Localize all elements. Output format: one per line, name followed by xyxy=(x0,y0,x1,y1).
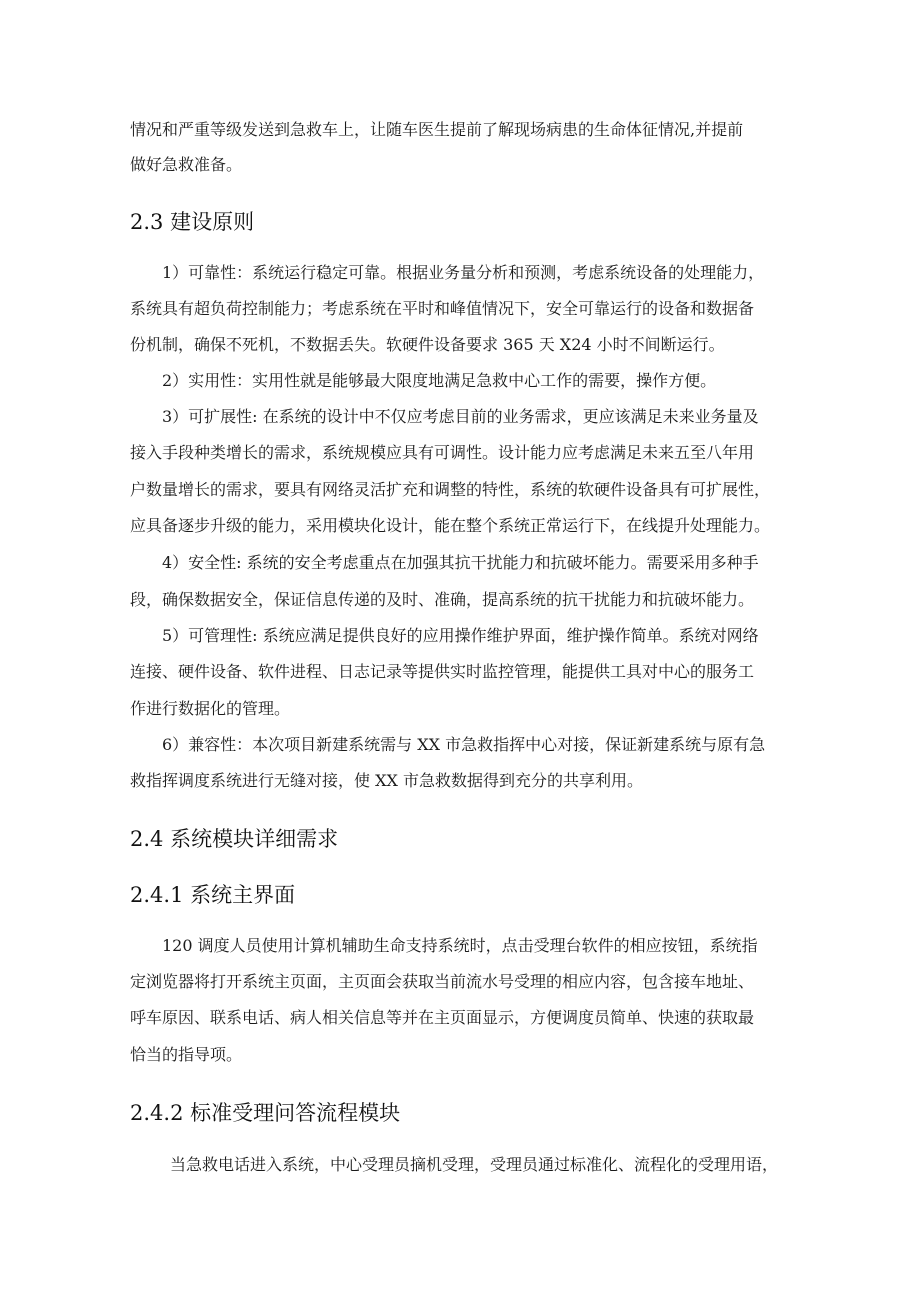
main-interface-line-2: 定浏览器将打开系统主页面，主页面会获取当前流水号受理的相应内容，包含接车地址、 xyxy=(130,972,755,991)
main-interface-line-1: 120 调度人员使用计算机辅助生命支持系统时，点击受理台软件的相应按钮，系统指 xyxy=(162,936,758,955)
qa-flow-line-1: 当急救电话进入系统，中心受理员摘机受理，受理员通过标准化、流程化的受理用语， xyxy=(170,1155,779,1174)
heading-2-4-1: 2.4.1 系统主界面 xyxy=(130,883,296,907)
principle-3-line-1: 3）可扩展性: 在系统的设计中不仅应考虑目前的业务需求，更应该满足未来业务量及 xyxy=(162,407,759,426)
principle-1-line-1: 1）可靠性：系统运行稳定可靠。根据业务量分析和预测，考虑系统设备的处理能力， xyxy=(162,263,765,282)
principle-5-line-3: 作进行数据化的管理。 xyxy=(130,699,291,718)
principle-6-line-1: 6）兼容性：本次项目新建系统需与 XX 市急救指挥中心对接，保证新建系统与原有急 xyxy=(162,735,766,754)
principle-1-line-2: 系统具有超负荷控制能力；考虑系统在平时和峰值情况下，安全可靠运行的设备和数据备 xyxy=(130,299,755,318)
principle-6-line-2: 救指挥调度系统进行无缝对接，使 XX 市急救数据得到充分的共享利用。 xyxy=(130,771,643,790)
principle-2-line-1: 2）实用性：实用性就是能够最大限度地满足急救中心工作的需要，操作方便。 xyxy=(162,371,717,390)
principle-5-line-2: 连接、硬件设备、软件进程、日志记录等提供实时监控管理，能提供工具对中心的服务工 xyxy=(130,662,755,681)
principle-3-line-3: 户数量增长的需求，要具有网络灵活扩充和调整的特性，系统的软硬件设备具有可扩展性， xyxy=(130,480,771,499)
principle-4-line-1: 4）安全性: 系统的安全考虑重点在加强其抗干扰能力和抗破坏能力。需要采用多种手 xyxy=(162,553,759,572)
principle-4-line-2: 段，确保数据安全，保证信息传递的及时、准确，提高系统的抗干扰能力和抗破坏能力。 xyxy=(130,590,755,609)
principle-1-line-3: 份机制，确保不死机，不数据丢失。软硬件设备要求 365 天 X24 小时不间断运行。 xyxy=(130,335,725,354)
principle-5-line-1: 5）可管理性: 系统应满足提供良好的应用操作维护界面，维护操作简单。系统对网络 xyxy=(162,626,759,645)
principle-3-line-2: 接入手段种类增长的需求，系统规模应具有可调性。设计能力应考虑满足未来五至八年用 xyxy=(130,443,755,462)
heading-2-4-2: 2.4.2 标准受理问答流程模块 xyxy=(130,1101,401,1125)
intro-line-1: 情况和严重等级发送到急救车上，让随车医生提前了解现场病患的生命体征情况,并提前 xyxy=(130,120,744,139)
main-interface-line-4: 恰当的指导项。 xyxy=(130,1045,243,1064)
principle-3-line-4: 应具备逐步升级的能力，采用模块化设计，能在整个系统正常运行下，在线提升处理能力。 xyxy=(130,516,771,535)
main-interface-line-3: 呼车原因、联系电话、病人相关信息等并在主页面显示，方便调度员简单、快速的获取最 xyxy=(130,1008,755,1027)
intro-line-2: 做好急救准备。 xyxy=(130,155,243,174)
heading-2-4: 2.4 系统模块详细需求 xyxy=(130,827,339,851)
heading-2-3: 2.3 建设原则 xyxy=(130,210,255,234)
